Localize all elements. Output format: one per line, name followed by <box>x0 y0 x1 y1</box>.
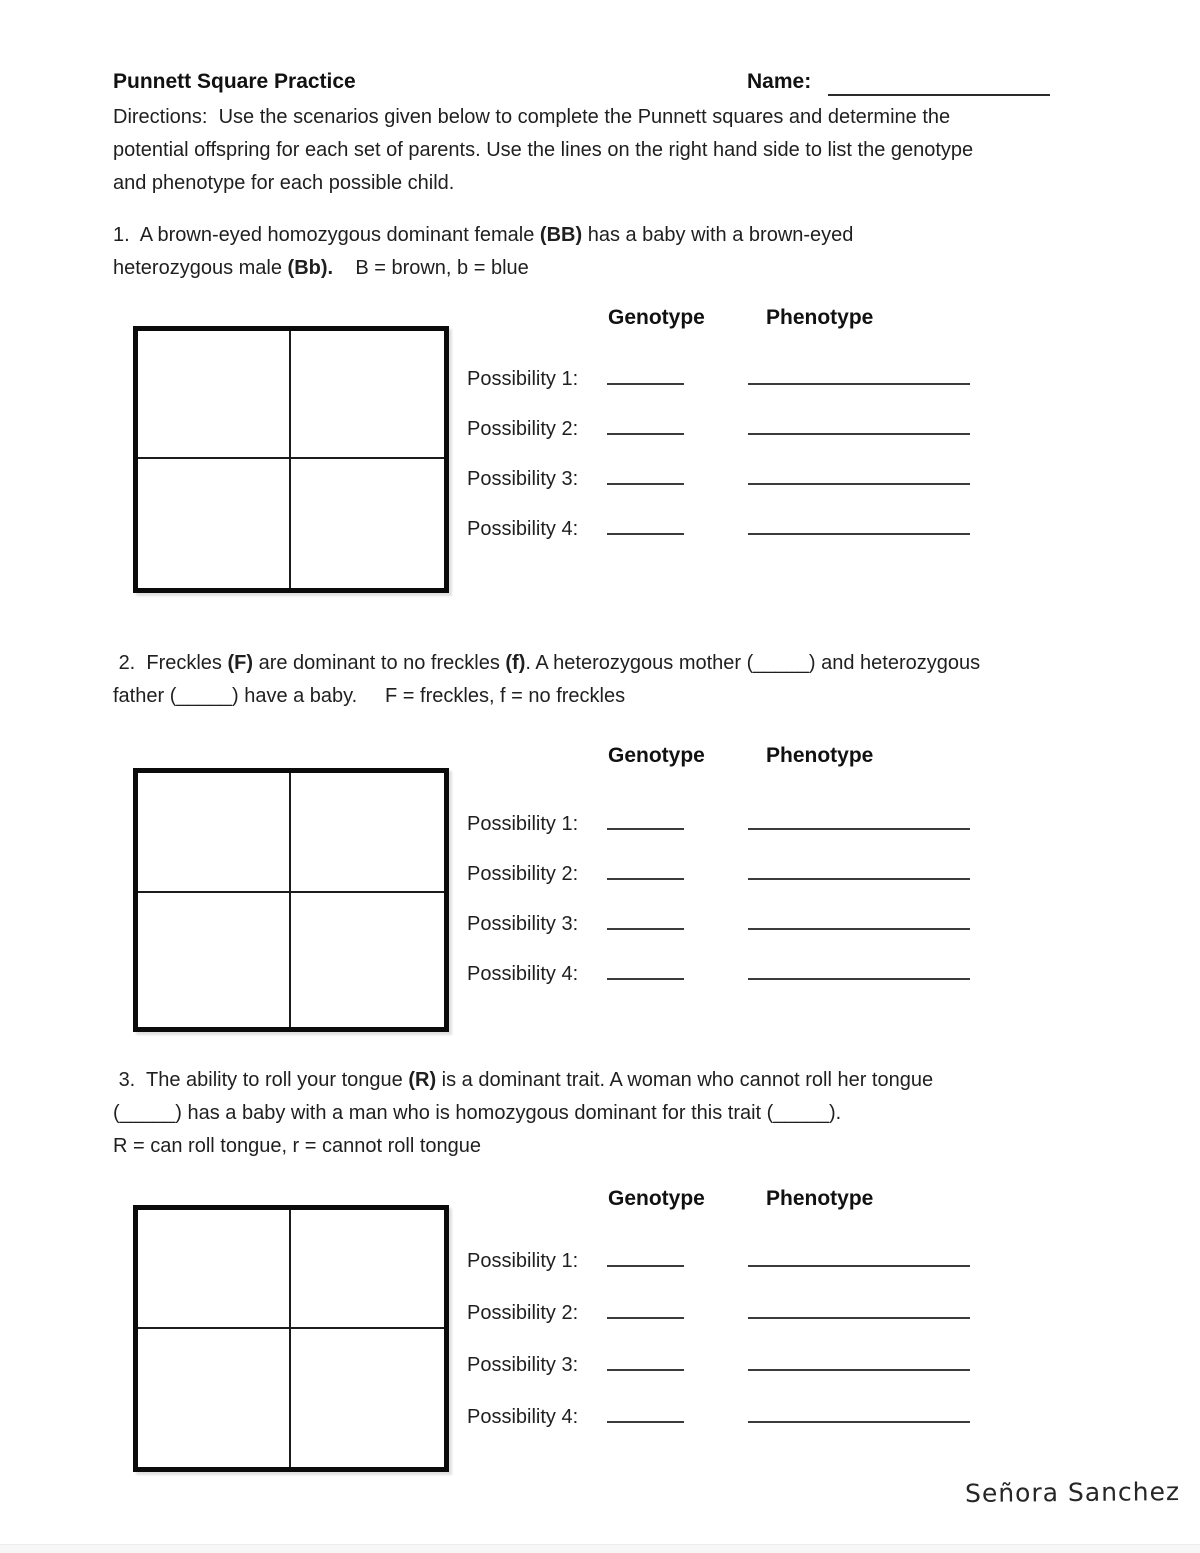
phenotype-header-1: Phenotype <box>766 306 874 329</box>
possibility-row <box>467 910 970 935</box>
possibility-label: Possibility 2: <box>467 863 579 885</box>
possibility-row <box>467 1299 970 1324</box>
genotype-header-1: Genotype <box>608 306 705 329</box>
name-blank-line[interactable] <box>828 72 1050 96</box>
possibility-row <box>467 365 970 390</box>
possibility-row <box>467 465 970 490</box>
punnett-cell[interactable] <box>289 1210 444 1327</box>
genotype-blank-line[interactable] <box>607 465 684 485</box>
teacher-signature: Señora Sanchez <box>964 1477 1181 1508</box>
possibility-row <box>467 1247 970 1272</box>
genotype-blank-line[interactable] <box>607 365 684 385</box>
phenotype-blank-line[interactable] <box>748 515 970 535</box>
genotype-header-3: Genotype <box>608 1187 705 1210</box>
name-label: Name: <box>747 70 812 93</box>
punnett-square-1 <box>133 326 449 593</box>
directions-text: Directions: Use the scenarios given below to complete the Punnett squares and determine the potential offspring for each set of parents. Use the lines on the right hand side to list the genotype and phenotype for each possible child. <box>113 106 974 194</box>
punnett-cell[interactable] <box>138 1210 289 1327</box>
possibility-row <box>467 415 970 440</box>
phenotype-blank-line[interactable] <box>748 365 970 385</box>
phenotype-header-2: Phenotype <box>766 744 874 767</box>
phenotype-blank-line[interactable] <box>748 465 970 485</box>
punnett-cell[interactable] <box>138 331 289 457</box>
genotype-header-2: Genotype <box>608 744 705 767</box>
possibility-label: Possibility 1: <box>467 1250 579 1272</box>
phenotype-blank-line[interactable] <box>748 1299 970 1319</box>
punnett-cell[interactable] <box>289 773 444 891</box>
punnett-cell[interactable] <box>289 457 444 588</box>
genotype-blank-line[interactable] <box>607 1299 684 1319</box>
genotype-blank-line[interactable] <box>607 810 684 830</box>
question-2-text: 2. Freckles (F) are dominant to no freckles (f). A heterozygous mother (_____) and heterozygous father (_____) have a baby. F = freckles, f = no freckles <box>113 652 981 707</box>
genotype-blank-line[interactable] <box>607 860 684 880</box>
phenotype-blank-line[interactable] <box>748 1247 970 1267</box>
possibility-label: Possibility 1: <box>467 368 579 390</box>
possibility-row <box>467 960 970 985</box>
genotype-blank-line[interactable] <box>607 415 684 435</box>
punnett-cell[interactable] <box>289 1327 444 1467</box>
possibility-label: Possibility 4: <box>467 518 579 540</box>
genotype-blank-line[interactable] <box>607 1403 684 1423</box>
phenotype-blank-line[interactable] <box>748 1351 970 1371</box>
genotype-blank-line[interactable] <box>607 1247 684 1267</box>
punnett-cell[interactable] <box>138 773 289 891</box>
possibility-label: Possibility 3: <box>467 468 579 490</box>
possibility-row <box>467 810 970 835</box>
phenotype-blank-line[interactable] <box>748 810 970 830</box>
phenotype-blank-line[interactable] <box>748 1403 970 1423</box>
possibility-row <box>467 1403 970 1428</box>
genotype-blank-line[interactable] <box>607 960 684 980</box>
punnett-cell[interactable] <box>138 457 289 588</box>
possibility-row <box>467 1351 970 1376</box>
punnett-cell[interactable] <box>138 891 289 1027</box>
question-1-text: 1. A brown-eyed homozygous dominant female (BB) has a baby with a brown-eyed heterozygous male (Bb). B = brown, b = blue <box>113 224 854 279</box>
possibility-row <box>467 860 970 885</box>
punnett-square-3 <box>133 1205 449 1472</box>
phenotype-blank-line[interactable] <box>748 960 970 980</box>
phenotype-blank-line[interactable] <box>748 910 970 930</box>
punnett-cell[interactable] <box>289 891 444 1027</box>
punnett-square-2 <box>133 768 449 1032</box>
possibility-label: Possibility 2: <box>467 1302 579 1324</box>
phenotype-blank-line[interactable] <box>748 860 970 880</box>
question-3-text: 3. The ability to roll your tongue (R) is a dominant trait. A woman who cannot roll her tongue (_____) has a baby with a man who is homozygous dominant for this trait (_____). R = can roll tongue, r = cannot roll tongue <box>113 1069 934 1157</box>
genotype-blank-line[interactable] <box>607 515 684 535</box>
possibility-row <box>467 515 970 540</box>
possibility-label: Possibility 3: <box>467 913 579 935</box>
possibility-label: Possibility 3: <box>467 1354 579 1376</box>
punnett-cell[interactable] <box>138 1327 289 1467</box>
page-bottom-edge <box>0 1544 1200 1553</box>
possibility-label: Possibility 2: <box>467 418 579 440</box>
punnett-cell[interactable] <box>289 331 444 457</box>
possibility-label: Possibility 4: <box>467 963 579 985</box>
genotype-blank-line[interactable] <box>607 1351 684 1371</box>
possibility-label: Possibility 1: <box>467 813 579 835</box>
possibility-label: Possibility 4: <box>467 1406 579 1428</box>
genotype-blank-line[interactable] <box>607 910 684 930</box>
phenotype-header-3: Phenotype <box>766 1187 874 1210</box>
phenotype-blank-line[interactable] <box>748 415 970 435</box>
page-title: Punnett Square Practice <box>113 70 356 93</box>
